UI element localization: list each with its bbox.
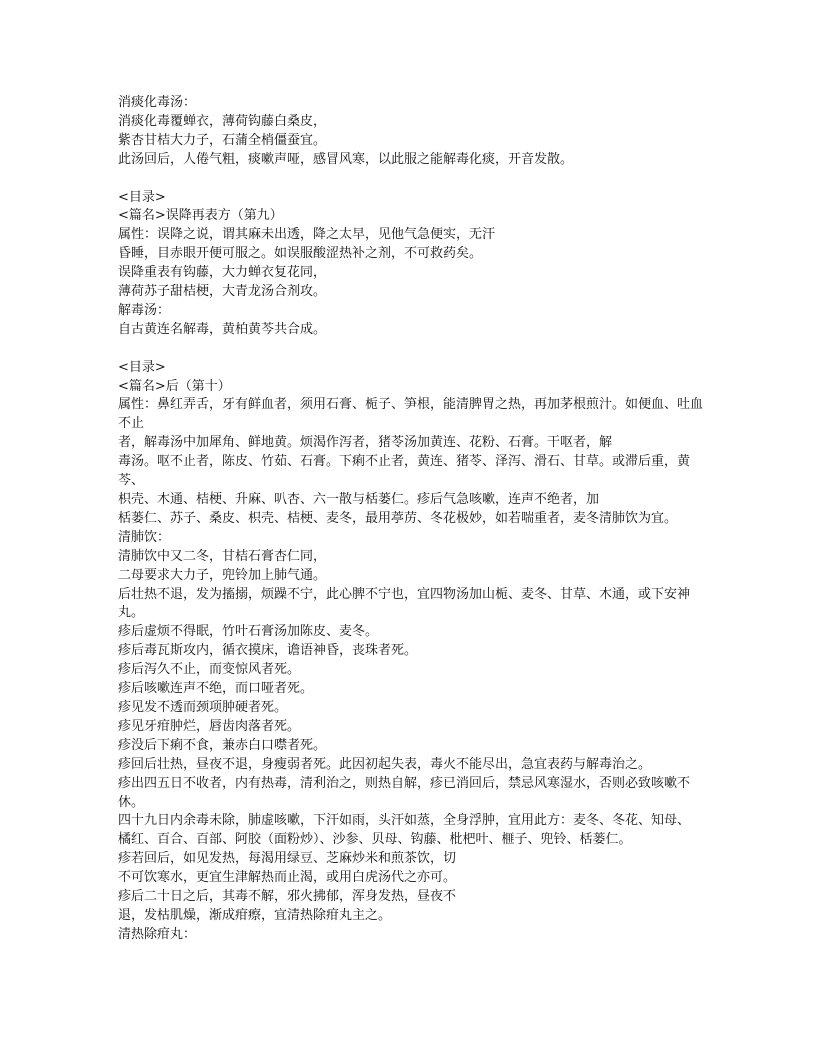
text-line: 疹出四五日不收者，内有热毒，清利治之，则热自解，疹已消回后，禁忌风寒湿水，否则必致咳嗽不休。 (118, 775, 691, 810)
verse-line: 紫杏甘桔大力子，石蒲全梢僵蚕宜。 (118, 132, 327, 148)
text-line: 疹后虚烦不得眠，竹叶石膏汤加陈皮、麦冬。 (118, 624, 379, 640)
text-line: 疹后毒瓦斯攻内，循衣摸床，谵语神昏，丧珠者死。 (118, 643, 418, 659)
verse-line: 误降重表有钩藤，大力蝉衣复花同， (118, 265, 327, 281)
verse-line: 清肺饮中又二冬，甘桔石膏杏仁同， (118, 548, 327, 564)
formula-title: 清热除疳丸： (118, 926, 197, 942)
text-line: 毒汤。呕不止者，陈皮、竹茹、石膏。下痢不止者，黄连、猪苓、泽泻、滑石、甘草。或滞后重，黄芩、 (118, 454, 691, 489)
blank-line (118, 170, 704, 189)
text-line: 栝蒌仁、苏子、桑皮、枳壳、桔梗、麦冬，最用葶苈、冬花极妙，如若喘重者，麦冬清肺饮为宜。 (118, 510, 678, 526)
text-line: 属性：鼻红弄舌，牙有鲜血者，须用石膏、栀子、笋根，能清脾胃之热，再加茅根煎汁。如便血、吐血不止 (118, 397, 704, 432)
text-line: 退，发枯肌燥，渐成疳瘵，宜清热除疳丸主之。 (118, 907, 392, 923)
verse-line: 二母要求大力子，兜铃加上肺气通。 (118, 567, 327, 583)
text-line: 橘红、百合、百部、阿胶（面粉炒）、沙参、贝母、钩藤、枇杷叶、榧子、兜铃、栝蒌仁。 (118, 832, 632, 848)
text-line: 后壮热不退，发为搐搦，烦躁不宁，此心脾不宁也，宜四物汤加山栀、麦冬、甘草、木通，或下安神丸。 (118, 586, 691, 621)
text-line: 疹后二十日之后，其毒不解，邪火拂郁，浑身发热，昼夜不 (118, 889, 457, 905)
text-line: 疹没后下痢不食，兼赤白口噤者死。 (118, 737, 327, 753)
text-line: 疹见牙疳肿烂，唇齿肉落者死。 (118, 718, 301, 734)
text-line: 属性：误降之说，谓其麻未出透，降之太早，见他气急便实，无汗 (118, 227, 496, 243)
text-line: 昏睡，目赤眼开便可服之。如误服酸涩热补之剂，不可救药矣。 (118, 246, 483, 262)
verse-line: 自古黄连名解毒，黄柏黄芩共合成。 (118, 321, 327, 337)
text-line: 此汤回后，人倦气粗，痰嗽声哑，感冒风寒，以此服之能解毒化痰，开音发散。 (118, 151, 574, 167)
text-line: 疹见发不透而颈项肿硬者死。 (118, 699, 288, 715)
text-line: 疹后泻久不止，而变惊风者死。 (118, 662, 301, 678)
chapter-heading: <篇名>误降再表方（第九） (118, 208, 283, 224)
text-line: 者，解毒汤中加犀角、鲜地黄。烦渴作泻者，猪苓汤加黄连、花粉、石膏。干呕者，解 (118, 435, 613, 451)
toc-marker: <目录> (118, 189, 166, 205)
toc-marker: <目录> (118, 359, 166, 375)
text-line: 四十九日内余毒未除，肺虚咳嗽，下汗如雨，头汗如蒸，全身浮肿，宜用此方：麦冬、冬花、知母、 (118, 813, 691, 829)
formula-title: 清肺饮： (118, 529, 171, 545)
verse-line: 消痰化毒覆蝉衣，薄荷钩藤白桑皮， (118, 113, 327, 129)
text-line: 疹后咳嗽连声不绝，而口哑者死。 (118, 681, 314, 697)
text-line: 枳壳、木通、桔梗、升麻、叭杏、六一散与栝蒌仁。疹后气急咳嗽，连声不绝者，加 (118, 492, 600, 507)
blank-line (118, 340, 704, 359)
text-line: 疹若回后，如见发热，每渴用绿豆、芝麻炒米和煎茶饮，切 (118, 851, 457, 867)
verse-line: 薄荷苏子甜桔梗，大青龙汤合剂攻。 (118, 284, 327, 300)
text-line: 疹回后壮热，昼夜不退，身瘦弱者死。此因初起失表，毒火不能尽出，急宜表药与解毒治之。 (118, 756, 652, 772)
text-line: 不可饮寒水，更宜生津解热而止渴，或用白虎汤代之亦可。 (118, 870, 457, 886)
document-page (118, 94, 704, 945)
chapter-heading: <篇名>后（第十） (118, 378, 231, 394)
formula-title: 解毒汤： (118, 302, 171, 318)
formula-title: 消痰化毒汤： (118, 95, 197, 110)
